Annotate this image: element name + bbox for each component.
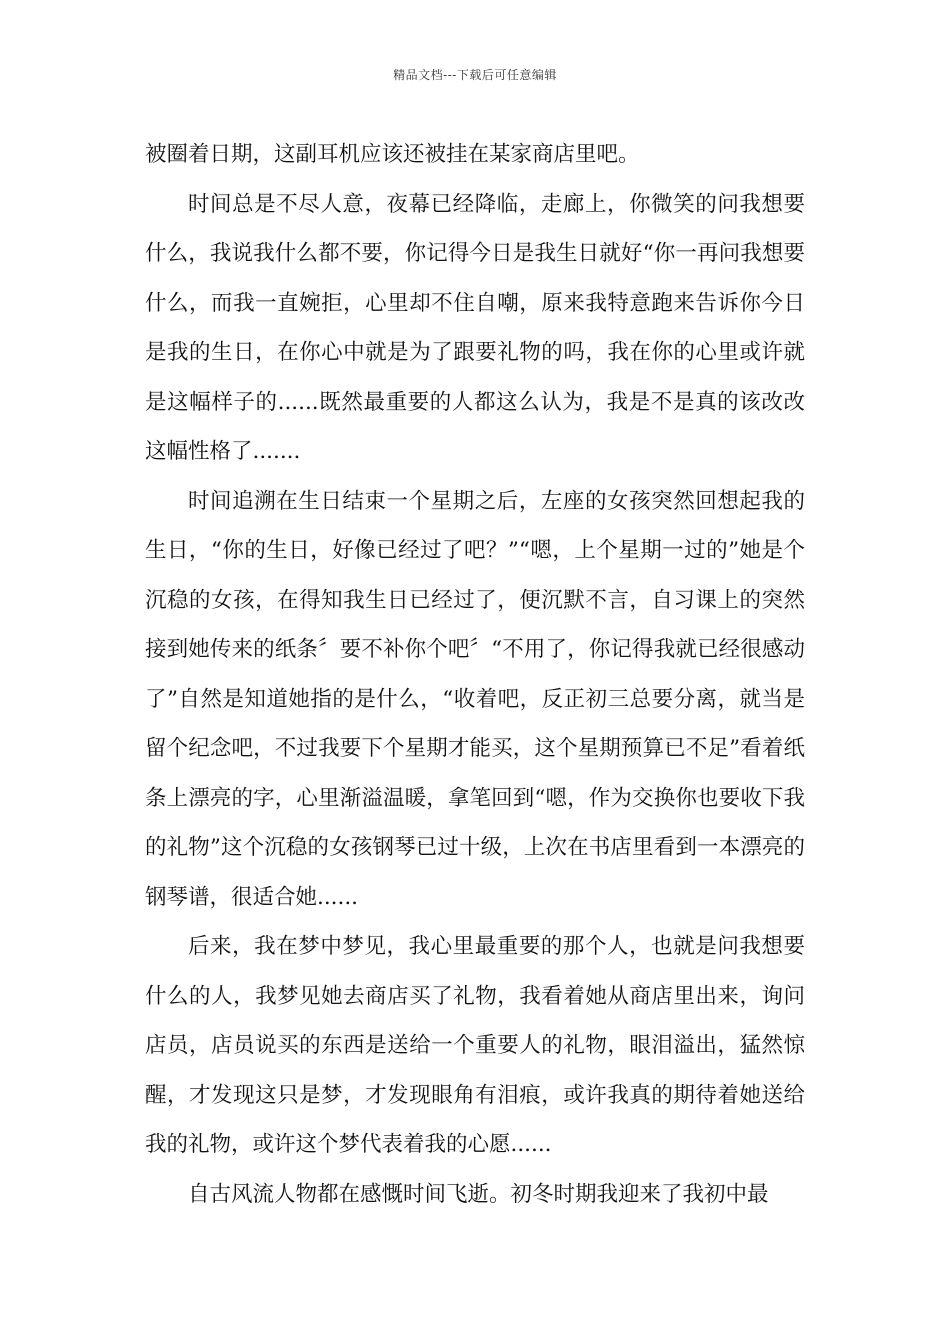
paragraph-3: 时间追溯在生日结束一个星期之后，左座的女孩突然回想起我的生日，“你的生日，好像已经过了吧？”“嗯，上个星期一过的”她是个沉稳的女孩，在得知我生日已经过了，便沉默不言，自习课上的突然接到她传来的纸条〞要不补你个吧〞“不用了，你记得我就已经很感动了”自然是知道她指的是什么，“收着吧，反正初三总要分离，就当是留个纪念吧，不过我要下个星期才能买，这个星期预算已不足”看着纸条上漂亮的字，心里渐溢温暖，拿笔回到“嗯，作为交换你也要收下我的礼物”这个沉稳的女孩钢琴已过十级，上次在书店里看到一本漂亮的钢琴谱，很适合她...... [145,488,805,910]
page-header: 精品文档---下载后可任意编辑 [393,68,557,82]
paragraph-2: 时间总是不尽人意，夜幕已经降临，走廊上，你微笑的问我想要什么，我说我什么都不要，你记得今日是我生日就好“你一再问我想要什么，而我一直婉拒，心里却不住自嘲，原来我特意跑来告诉你今日是我的生日，在你心中就是为了跟要礼物的吗，我在你的心里或许就是这幅样子的......既然最重要的人都这么认为，我是不是真的该改改这幅性格了....... [145,191,805,464]
paragraph-1: 被圈着日期，这副耳机应该还被挂在某家商店里吧。 [145,142,640,167]
document-body [145,130,805,1219]
paragraph-5: 自古风流人物都在感慨时间飞逝。初冬时期我迎来了我初中最 [188,1181,769,1207]
paragraph-4: 后来，我在梦中梦见，我心里最重要的那个人，也就是问我想要什么的人，我梦见她去商店买了礼物，我看着她从商店里出来，询问店员，店员说买的东西是送给一个重要人的礼物，眼泪溢出，猛然惊醒，才发现这只是梦，才发现眼角有泪痕，或许我真的期待着她送给我的礼物，或许这个梦代表着我的心愿...... [145,934,805,1157]
